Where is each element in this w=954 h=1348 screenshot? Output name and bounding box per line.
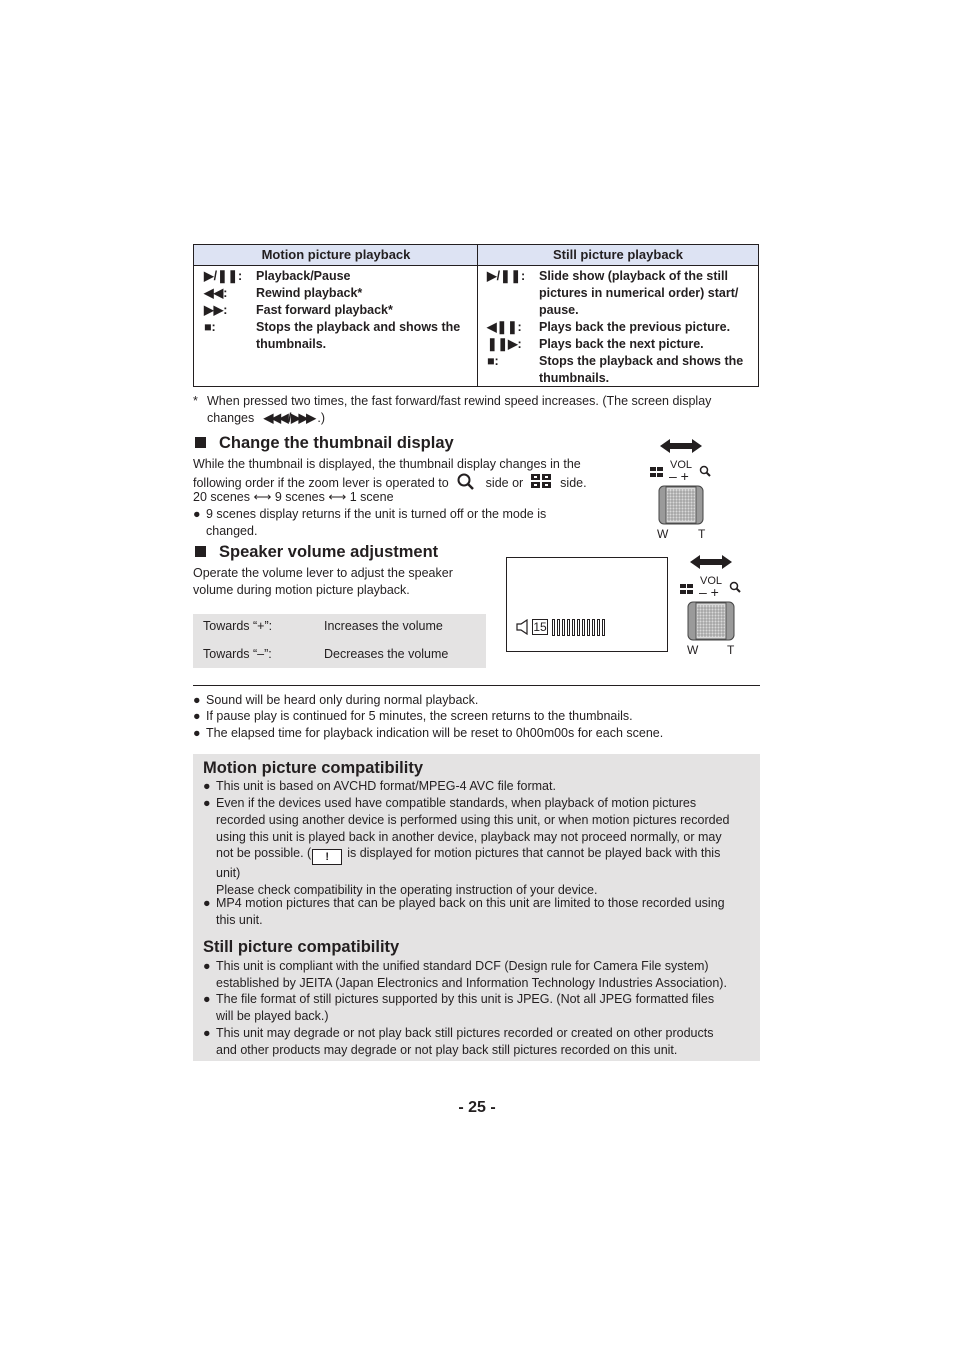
- volume-segment: [582, 619, 585, 636]
- volume-segment: [557, 619, 560, 636]
- list-item-text: Sound will be heard only during normal playback.: [206, 693, 479, 707]
- table-row: [204, 302, 469, 319]
- square-bullet-icon: [195, 437, 206, 448]
- volume-segment: [562, 619, 565, 636]
- list-item-text: [216, 795, 729, 899]
- thumbnail-grid-icon: [531, 474, 553, 490]
- divider: [193, 685, 760, 686]
- list-item-text: [216, 895, 725, 929]
- svg-text:T: T: [727, 643, 735, 657]
- svg-text:W: W: [657, 527, 669, 541]
- text-line: Please check compatibility in the operating instruction of your device.: [216, 883, 598, 898]
- heading-text: Speaker volume adjustment: [219, 543, 439, 561]
- row-label: Plays back the next picture.: [539, 337, 704, 351]
- bullet-icon: ●: [193, 709, 201, 723]
- volume-lever-illustration: [676, 553, 752, 659]
- row-label: Rewind playback*: [256, 286, 363, 300]
- square-bullet-icon: [195, 546, 206, 557]
- volume-effect: Decreases the volume: [324, 647, 449, 661]
- bullet-icon: ●: [203, 992, 211, 1006]
- text-line: using this unit is played back in another device, playback may not proceed normally, or may: [216, 829, 722, 844]
- speaker-icon: [516, 619, 530, 635]
- section-heading: Still picture compatibility: [203, 938, 400, 956]
- list-item: [203, 958, 753, 992]
- speed-indicator-icon: ◀◀◀ / ▶▶▶: [263, 411, 314, 425]
- volume-effect: Increases the volume: [324, 619, 443, 633]
- text-line: established by JEITA (Japan Electronics and Information Technology Industries Association).: [216, 975, 727, 990]
- list-item: [203, 778, 753, 795]
- table-divider: [477, 245, 478, 386]
- bullet-icon: ●: [203, 896, 211, 910]
- stop-icon: ■:: [204, 320, 216, 334]
- volume-direction: Towards “+”:: [203, 619, 273, 633]
- section-heading: [195, 543, 438, 562]
- svg-text:VOL: VOL: [670, 459, 693, 471]
- row-label: Stops the playback and shows the thumbnails.: [256, 320, 461, 351]
- list-item: [203, 895, 753, 929]
- text-line: recorded using another device is performed using this unit, or when motion pictures recorded: [216, 812, 730, 827]
- heading-text: Change the thumbnail display: [219, 434, 454, 452]
- row-label: Fast forward playback*: [256, 303, 393, 317]
- text-line: and other products may degrade or not play back still pictures recorded on this unit.: [216, 1042, 678, 1057]
- volume-segment: [552, 619, 555, 636]
- list-item: [193, 506, 573, 540]
- bullet-icon: ●: [203, 779, 211, 793]
- row-label: Playback/Pause: [256, 269, 351, 283]
- rewind-icon: ◀◀:: [204, 286, 228, 300]
- bullet-icon: ●: [193, 693, 201, 707]
- previous-picture-icon: ◀❚❚:: [487, 320, 522, 334]
- svg-text:– +: – +: [669, 468, 689, 484]
- volume-segment: [602, 619, 605, 636]
- list-item-text: If pause play is continued for 5 minutes, the screen returns to the thumbnails.: [206, 709, 633, 723]
- scene-sequence: 20 scenes ⟷ 9 scenes ⟷ 1 scene: [193, 490, 394, 504]
- svg-text:– +: – +: [699, 584, 719, 600]
- next-picture-icon: ❚❚▶:: [487, 337, 522, 351]
- svg-text:T: T: [698, 527, 706, 541]
- list-item-text: [216, 958, 727, 992]
- section-heading: Motion picture compatibility: [203, 759, 424, 777]
- page-number: - 25 -: [458, 1099, 496, 1116]
- row-label: Plays back the previous picture.: [539, 320, 731, 334]
- row-label: Stops the playback and shows the thumbnails.: [539, 354, 744, 385]
- list-item-text: [216, 1025, 713, 1059]
- footnote-text: changes: [207, 411, 255, 425]
- list-item: [193, 708, 760, 725]
- list-item: [193, 725, 760, 742]
- text-line: unit): [216, 866, 241, 881]
- footnote-text: .): [317, 411, 325, 425]
- bullet-icon: ●: [193, 726, 201, 740]
- volume-segment: [592, 619, 595, 636]
- bullet-icon: ●: [193, 507, 201, 521]
- footnote-line: [207, 410, 325, 427]
- text-line: MP4 motion pictures that can be played back on this unit are limited to those recorded using: [216, 896, 725, 910]
- table-row: [487, 336, 752, 353]
- volume-segment: [597, 619, 600, 636]
- play-pause-icon: ▶/❚❚:: [204, 269, 243, 283]
- volume-segment: [572, 619, 575, 636]
- double-arrow-icon: [690, 555, 732, 569]
- table-row: [487, 268, 752, 319]
- bullet-icon: ●: [203, 959, 211, 973]
- volume-direction: Towards “–”:: [203, 647, 272, 661]
- screen-illustration: [506, 557, 668, 652]
- play-pause-icon: ▶/❚❚:: [487, 269, 526, 283]
- list-item-text: [216, 991, 714, 1025]
- text-line: This unit may degrade or not play back still pictures recorded or created on other products: [216, 1026, 714, 1040]
- text-line: [216, 845, 729, 865]
- compatibility-box: [193, 754, 760, 1061]
- table-row: [487, 353, 752, 387]
- list-item-text: 9 scenes display returns if the unit is turned off or the mode is changed.: [206, 507, 547, 538]
- svg-text:W: W: [687, 643, 699, 657]
- list-item: [203, 1025, 753, 1059]
- text-line: The file format of still pictures supported by this unit is JPEG. (Not all JPEG formatted files: [216, 992, 715, 1006]
- volume-table: [193, 614, 486, 668]
- body-text: While the thumbnail is displayed, the thumbnail display changes in the: [193, 457, 581, 471]
- stop-icon: ■:: [487, 354, 499, 368]
- footnote-mark: *: [193, 394, 198, 408]
- fast-forward-icon: ▶▶:: [204, 303, 228, 317]
- body-text-part: following order if the zoom lever is operated to: [193, 476, 449, 490]
- list-item-text: This unit is based on AVCHD format/MPEG-4 AVC file format.: [216, 779, 556, 793]
- magnifier-icon: [456, 473, 478, 491]
- body-text: Operate the volume lever to adjust the speaker volume during motion picture playback.: [193, 566, 453, 597]
- table-row: [487, 319, 752, 336]
- body-text-part: side.: [560, 476, 587, 490]
- bullet-icon: ●: [203, 796, 211, 810]
- text-line: will be played back.): [216, 1008, 329, 1023]
- svg-text:VOL: VOL: [700, 575, 723, 587]
- table-header-motion: Motion picture playback: [194, 245, 478, 266]
- list-item: [193, 692, 760, 709]
- list-item: [203, 991, 753, 1025]
- table-row: [204, 319, 469, 353]
- text-line: This unit is compliant with the unified standard DCF (Design rule for Camera File system): [216, 959, 709, 973]
- section-heading: [195, 434, 454, 453]
- text-part: is displayed for motion pictures that cannot be played back with this: [347, 846, 721, 861]
- unplayable-warning-icon: !: [312, 849, 342, 865]
- table-row: [204, 285, 469, 302]
- zoom-lever-illustration: [646, 437, 722, 543]
- table-row: [204, 268, 469, 285]
- volume-segment: [567, 619, 570, 636]
- volume-level: 15: [533, 620, 547, 634]
- playback-table: [193, 244, 759, 387]
- table-header-still: Still picture playback: [478, 245, 758, 266]
- footnote-line: When pressed two times, the fast forward/fast rewind speed increases. (The screen display: [207, 394, 712, 408]
- row-label: Slide show (playback of the still pictures in numerical order) start/ pause.: [539, 269, 739, 317]
- body-text-part: side or: [485, 476, 524, 490]
- text-line: this unit.: [216, 912, 263, 927]
- text-line: Even if the devices used have compatible standards, when playback of motion pictures: [216, 796, 697, 810]
- volume-segment: [587, 619, 590, 636]
- double-arrow-icon: [660, 439, 702, 453]
- text-part: not be possible. (: [216, 846, 312, 861]
- volume-segment: [577, 619, 580, 636]
- bullet-icon: ●: [203, 1026, 211, 1040]
- list-item-text: The elapsed time for playback indication will be reset to 0h00m00s for each scene.: [206, 726, 664, 740]
